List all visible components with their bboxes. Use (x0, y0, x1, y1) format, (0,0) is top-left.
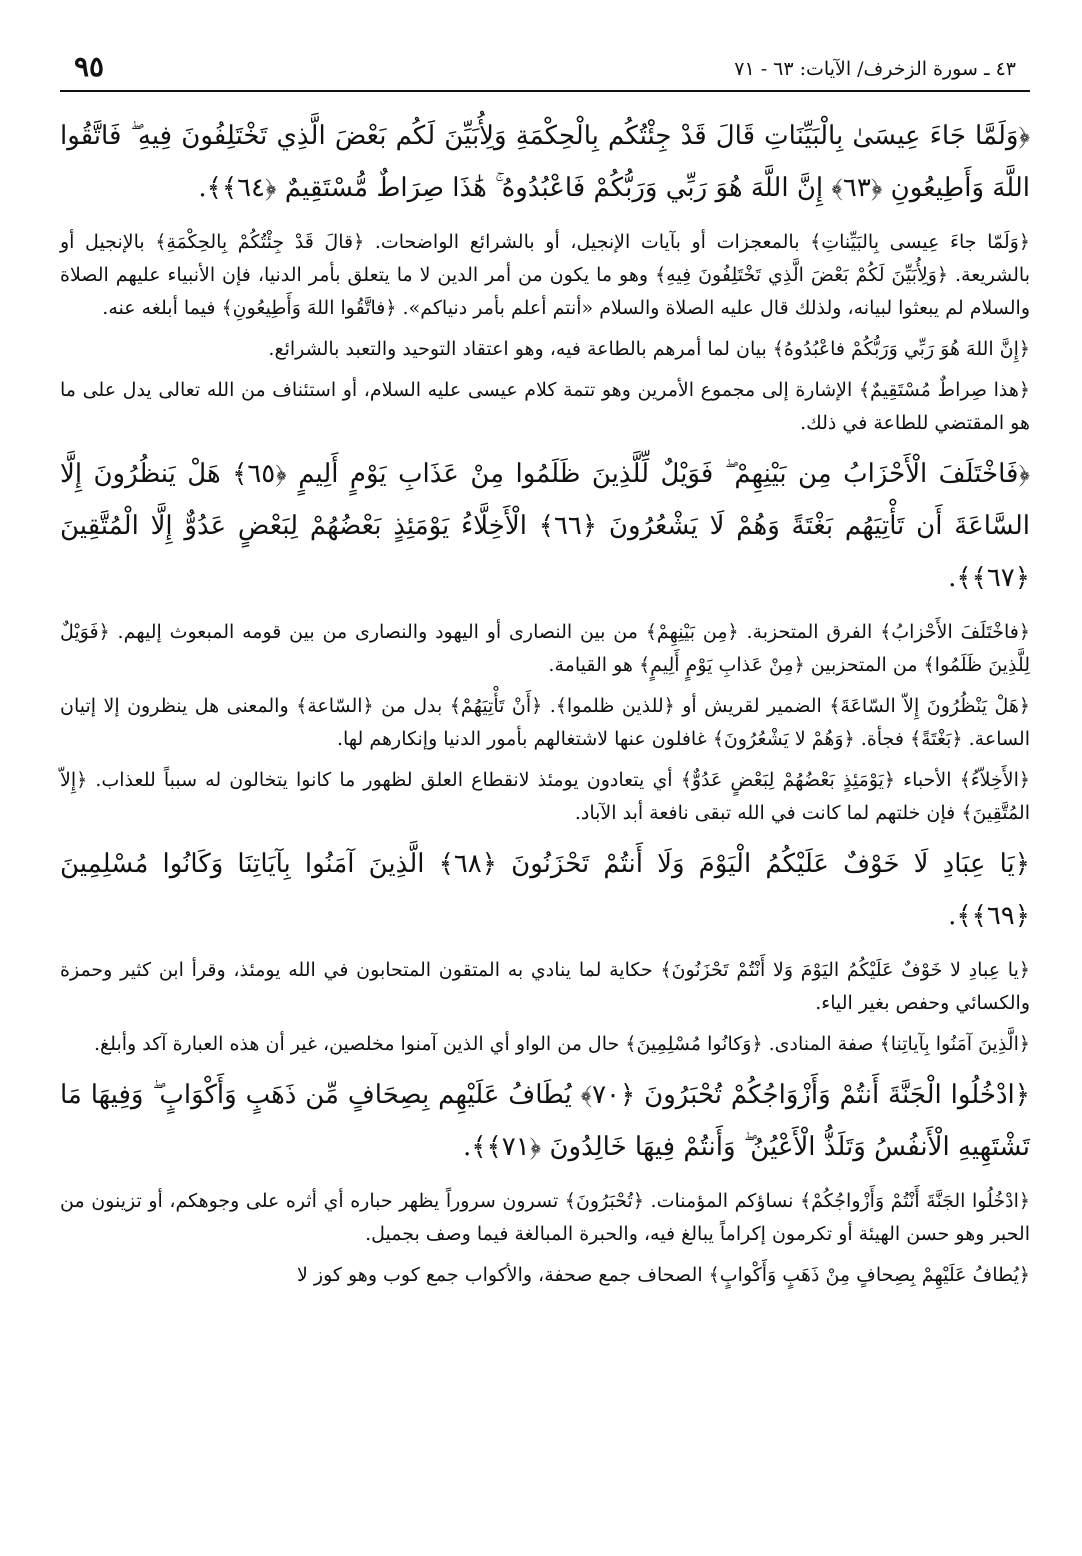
tafsir-paragraph: ﴿الأَخِلاّءُ﴾ الأحباء ﴿يَوْمَئِذٍ بَعْضُهُمْ لِبَعْضٍ عَدُوٌّ﴾ أي يتعادون يومئذ لانقطاع العلق لظهور ما كانوا يتخالون له سبباً للعذاب. ﴿إِلاّ المُتَّقِينَ﴾ فإن خلتهم لما كانت في الله تبقى نافعة أبد الآباد. (60, 769, 1030, 824)
page-content (60, 110, 1030, 1300)
tafsir-paragraph: ﴿يا عِبادِ لا خَوْفٌ عَلَيْكُمُ اليَوْمَ وَلا أَنْتُمْ تَحْزَنُونَ﴾ حكاية لما ينادي به المتقون المتحابون في الله يومئذ، وقرأ ابن كثير وحمزة والكسائي وحفص بغير الياء. (60, 959, 1030, 1014)
tafsir-paragraph: ﴿وَلَمّا جاءَ عِيسى بِالبَيِّناتِ﴾ بالمعجزات أو بآيات الإنجيل، أو بالشرائع الواضحات. ﴿قالَ قَدْ جِئْتُكُمْ بِالحِكْمَةِ﴾ بالإنجيل أو بالشريعة. ﴿وَلِأُبَيِّنَ لَكُمْ بَعْضَ الَّذِي تَخْتَلِفُونَ فِيهِ﴾ وهو ما يكون من أمر الدين لا ما يتعلق بأمر الدنيا، فإن الأنبياء عليهم الصلاة والسلام لم يبعثوا لبيانه، ولذلك قال عليه الصلاة والسلام «أنتم أعلم بأمر دنياكم». ﴿فاتَّقُوا اللهَ وَأَطِيعُونِ﴾ فيما أبلغه عنه. (60, 231, 1030, 319)
quran-verses-63-64: ﴿وَلَمَّا جَاءَ عِيسَىٰ بِالْبَيِّنَاتِ قَالَ قَدْ جِئْتُكُم بِالْحِكْمَةِ وَلِأُبَيِّنَ لَكُم بَعْضَ الَّذِي تَخْتَلِفُونَ فِيهِ ۖ فَاتَّقُوا اللَّهَ وَأَطِيعُونِ ﴿٦٣﴾ إِنَّ اللَّهَ هُوَ رَبِّي وَرَبُّكُمْ فَاعْبُدُوهُ ۚ هَٰذَا صِرَاطٌ مُّسْتَقِيمٌ ﴿٦٤﴾﴾. (60, 121, 1030, 203)
running-title: ٤٣ ـ سورة الزخرف/ الآيات: ٦٣ - ٧١ (734, 58, 1016, 80)
tafsir-paragraph: ﴿هذا صِراطٌ مُسْتَقِيمٌ﴾ الإشارة إلى مجموع الأمرين وهو تتمة كلام عيسى عليه السلام، أو استئناف من الله تعالى يدل على ما هو المقتضي للطاعة في ذلك. (60, 379, 1030, 434)
tafsir-paragraph: ﴿يُطافُ عَلَيْهِمْ بِصِحافٍ مِنْ ذَهَبٍ وَأَكْوابٍ﴾ الصحاف جمع صحفة، والأكواب جمع كوب وهو كوز لا (297, 1264, 1030, 1286)
tafsir-paragraph: ﴿الَّذِينَ آمَنُوا بِآياتِنا﴾ صفة المنادى. ﴿وَكانُوا مُسْلِمِينَ﴾ حال من الواو أي الذين آمنوا مخلصين، غير أن هذه العبارة آكد وأبلغ. (94, 1033, 1030, 1055)
tafsir-paragraph: ﴿إِنَّ اللهَ هُوَ رَبِّي وَرَبُّكُمْ فاعْبُدُوهُ﴾ بيان لما أمرهم بالطاعة فيه، وهو اعتقاد التوحيد والتعبد بالشرائع. (268, 338, 1030, 360)
quran-verses-70-71: ﴿ادْخُلُوا الْجَنَّةَ أَنتُمْ وَأَزْوَاجُكُمْ تُحْبَرُونَ ﴿٧٠﴾ يُطَافُ عَلَيْهِم بِصِحَافٍ مِّن ذَهَبٍ وَأَكْوَابٍ ۖ وَفِيهَا مَا تَشْتَهِيهِ الْأَنفُسُ وَتَلَذُّ الْأَعْيُنُ ۖ وَأَنتُمْ فِيهَا خَالِدُونَ ﴿٧١﴾﴾. (60, 1080, 1030, 1162)
tafsir-paragraph: ﴿فاخْتَلَفَ الأَحْزابُ﴾ الفرق المتحزبة. ﴿مِن بَيْنِهِمْ﴾ من بين النصارى أو اليهود والنصارى من بين قومه المبعوث إليهم. ﴿فَوَيْلٌ لِلَّذِينَ ظَلَمُوا﴾ من المتحزبين ﴿مِنْ عَذابِ يَوْمٍ أَلِيمٍ﴾ هو القيامة. (60, 621, 1030, 676)
quran-verses-68-69: ﴿يَا عِبَادِ لَا خَوْفٌ عَلَيْكُمُ الْيَوْمَ وَلَا أَنتُمْ تَحْزَنُونَ ﴿٦٨﴾ الَّذِينَ آمَنُوا بِآيَاتِنَا وَكَانُوا مُسْلِمِينَ ﴿٦٩﴾﴾. (60, 849, 1031, 931)
page-header (60, 48, 1030, 92)
tafsir-paragraph: ﴿هَلْ يَنْظُرُونَ إِلاّ السّاعَةَ﴾ الضمير لقريش أو ﴿للذين ظلموا﴾. ﴿أَنْ تَأْتِيَهُمْ﴾ بدل من ﴿السّاعة﴾ والمعنى هل ينظرون إلا إتيان الساعة. ﴿بَغْتَةً﴾ فجأة. ﴿وَهُمْ لا يَشْعُرُونَ﴾ غافلون عنها لاشتغالهم بأمور الدنيا وإنكارهم لها. (60, 695, 1030, 750)
tafsir-paragraph: ﴿ادْخُلُوا الجَنَّةَ أَنْتُمْ وَأَزْواجُكُمْ﴾ نساؤكم المؤمنات. ﴿تُحْبَرُونَ﴾ تسرون سروراً يظهر حباره أي أثره على وجوهكم، أو تزينون من الحبر وهو حسن الهيئة أو تكرمون إكراماً يبالغ فيه، والحبرة المبالغة فيما وصف بجميل. (60, 1190, 1030, 1245)
quran-verses-65-67: ﴿فَاخْتَلَفَ الْأَحْزَابُ مِن بَيْنِهِمْ ۖ فَوَيْلٌ لِّلَّذِينَ ظَلَمُوا مِنْ عَذَابِ يَوْمٍ أَلِيمٍ ﴿٦٥﴾ هَلْ يَنظُرُونَ إِلَّا السَّاعَةَ أَن تَأْتِيَهُم بَغْتَةً وَهُمْ لَا يَشْعُرُونَ ﴿٦٦﴾ الْأَخِلَّاءُ يَوْمَئِذٍ بَعْضُهُمْ لِبَعْضٍ عَدُوٌّ إِلَّا الْمُتَّقِينَ ﴿٦٧﴾﴾. (60, 459, 1030, 593)
page-number: ٩٥ (74, 50, 105, 83)
